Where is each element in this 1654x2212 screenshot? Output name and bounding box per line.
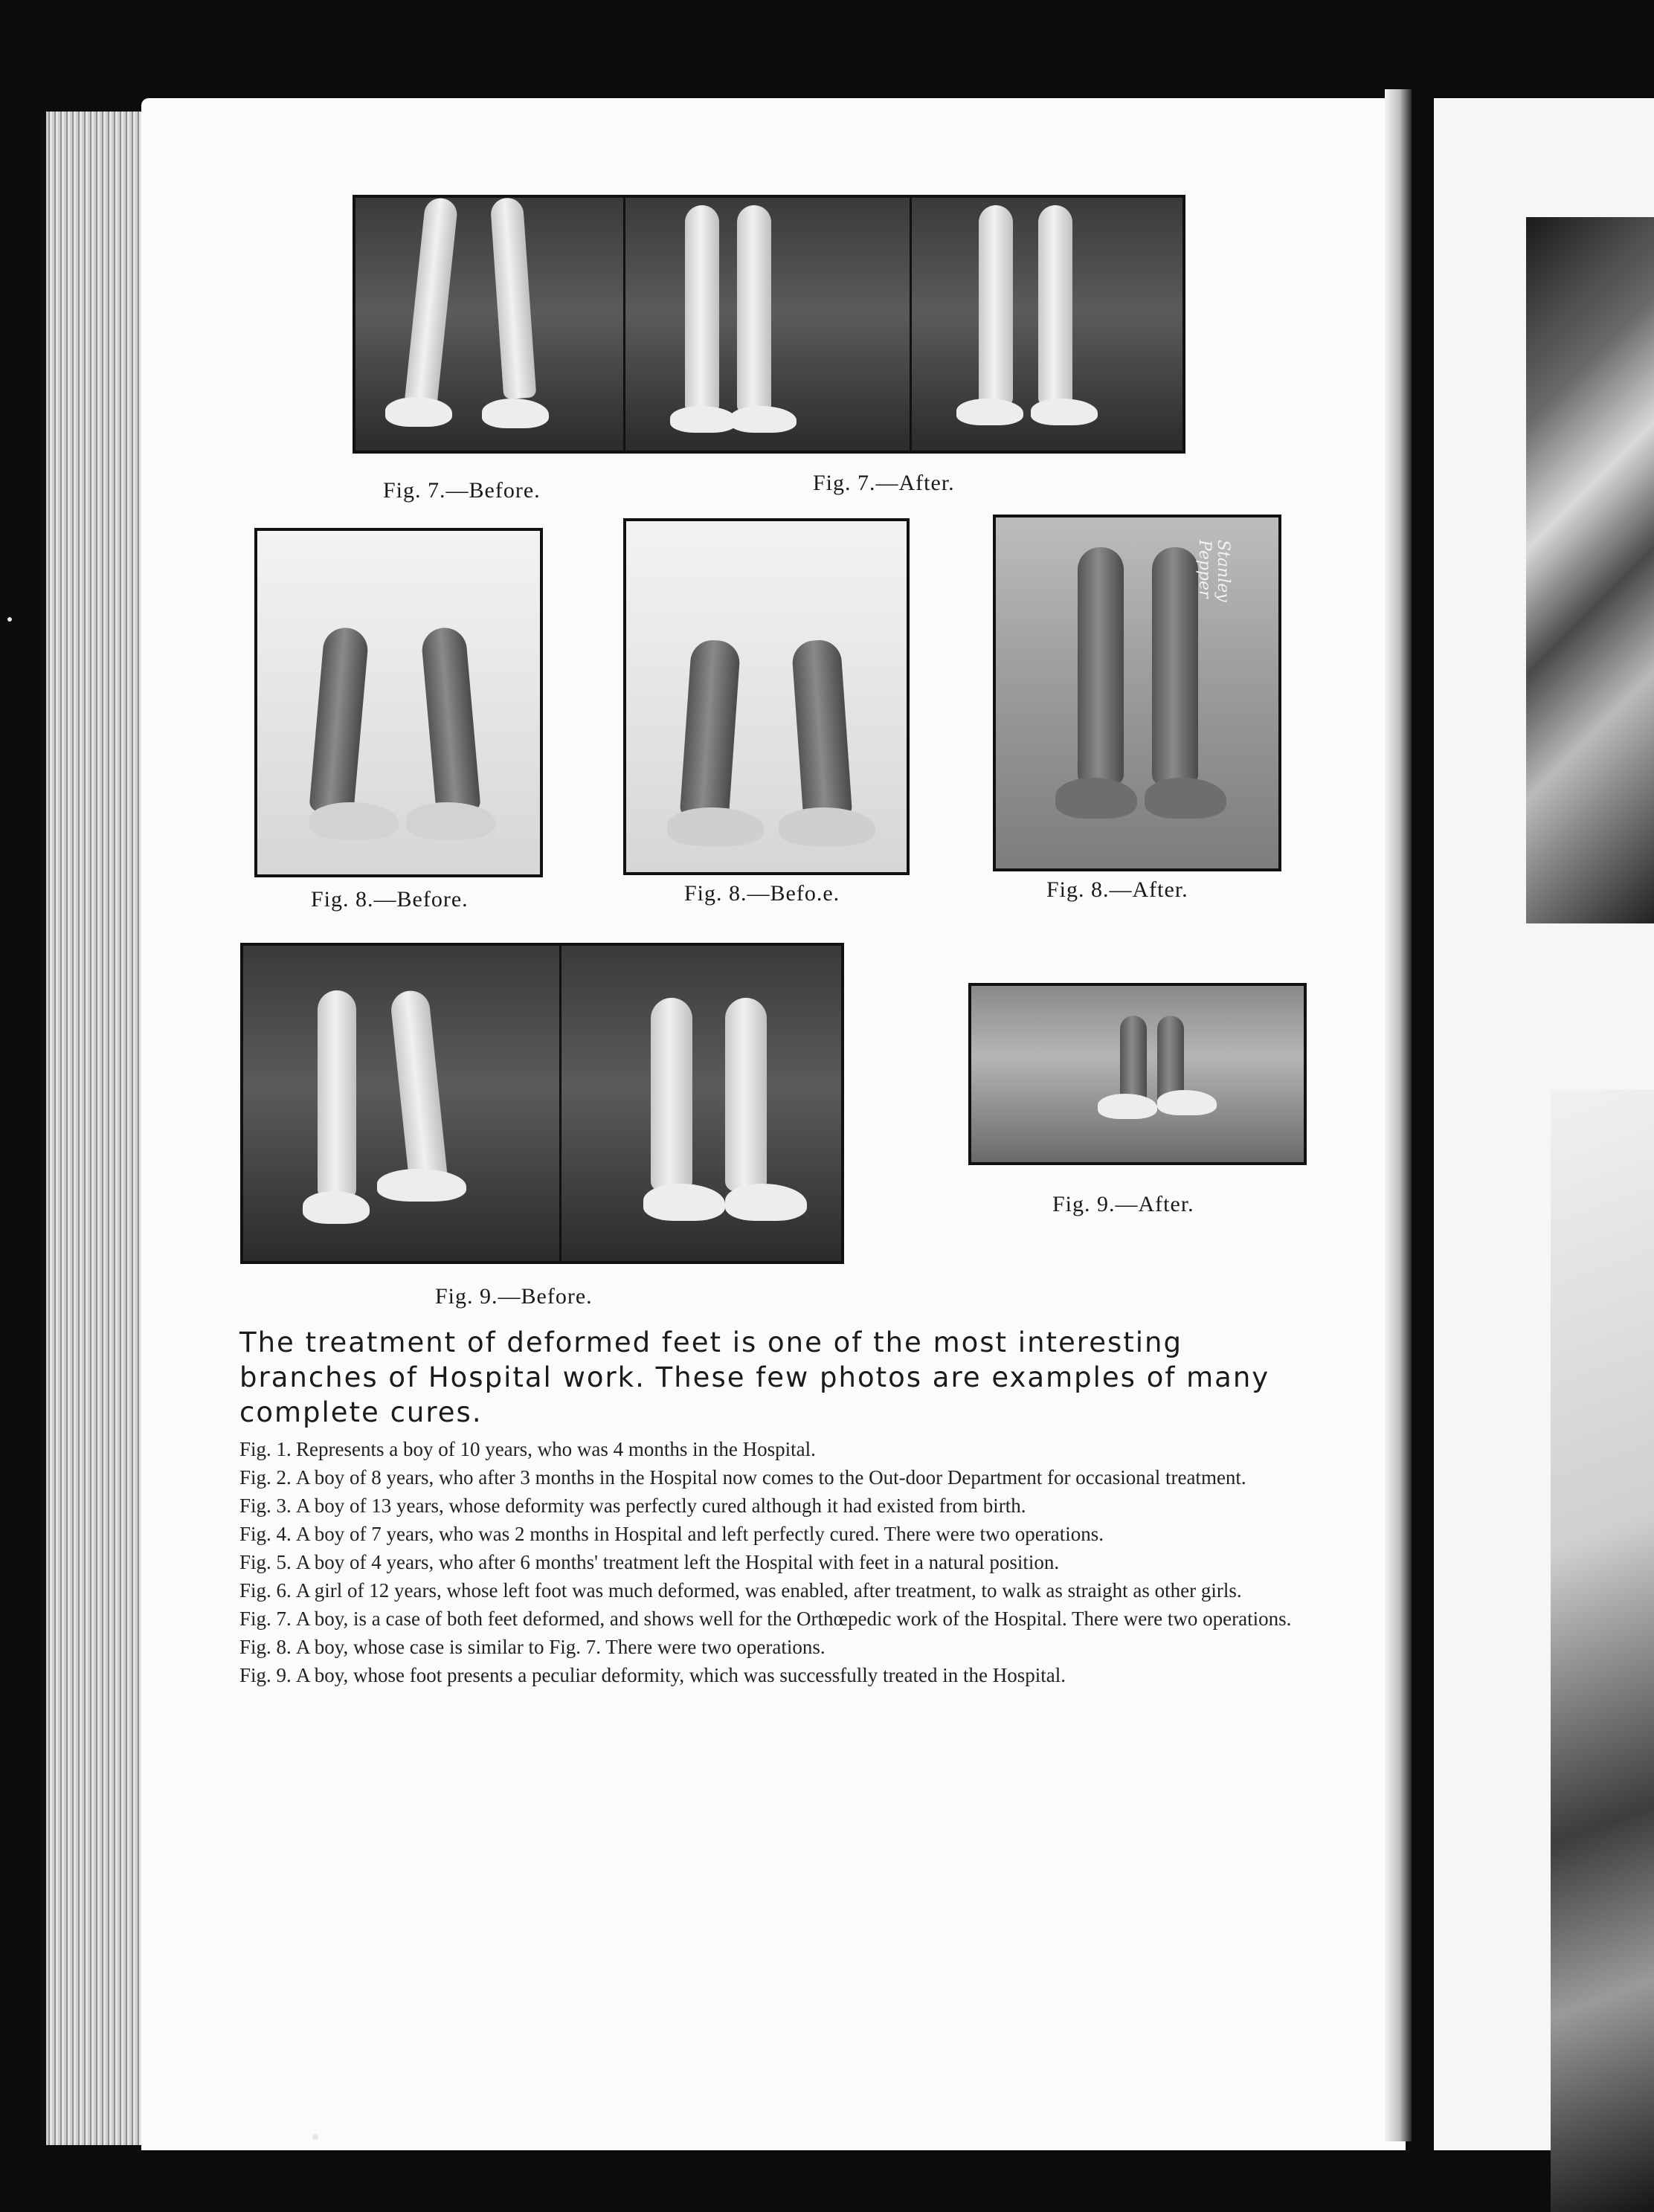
fig7-before-foot-left: [385, 397, 452, 427]
figure-descriptions: [239, 1439, 1325, 1693]
right-page-photo-bottom: [1551, 1089, 1654, 2212]
fig8-before-2-leg-right: [791, 639, 853, 820]
fig-number: Fig. 5.: [239, 1551, 292, 1573]
fig8-before-1-foot-left: [309, 802, 399, 839]
fig8-before-caption-2: Fig. 8.—Befo.e.: [684, 881, 840, 906]
fig7-after-foot-c: [956, 399, 1023, 425]
fig9-before-foot-right: [377, 1169, 466, 1202]
fig9-before-leg-left: [318, 990, 356, 1199]
fig9-before-foot-left: [303, 1191, 370, 1224]
fig7-before-leg-right: [490, 197, 537, 399]
list-item: [239, 1608, 1325, 1629]
fig7-after-leg-d: [1038, 205, 1072, 406]
fig8-after-caption: Fig. 8.—After.: [1046, 877, 1188, 902]
fig9-after-photo: [968, 983, 1307, 1165]
fig8-before-1-leg-left: [309, 626, 370, 815]
fig9-after-foot-right: [1157, 1090, 1217, 1115]
list-item: [239, 1665, 1325, 1686]
fig8-after-leg-left: [1078, 547, 1124, 785]
fig-number: Fig. 1.: [239, 1438, 292, 1460]
dust-speck: [312, 2134, 318, 2140]
fig-description: A boy, whose case is similar to Fig. 7. There were two operations.: [296, 1636, 826, 1658]
list-item: [239, 1523, 1325, 1544]
fig8-before-2-foot-right: [779, 807, 875, 846]
fig7-after-leg-b: [737, 205, 771, 413]
fig8-after-foot-right: [1145, 778, 1226, 819]
fig8-after-foot-left: [1055, 778, 1137, 819]
fig7-after-panel-2: [910, 198, 1185, 451]
fig7-after-leg-a: [685, 205, 719, 413]
fig7-after-foot-a: [670, 406, 737, 433]
fig7-before-panel: [355, 198, 623, 451]
fig9-before-panel-2: [559, 946, 844, 1261]
list-item: [239, 1439, 1325, 1460]
fig8-after-leg-right: [1152, 547, 1198, 785]
fig-description: A boy of 13 years, whose deformity was perfectly cured although it had existed from birth.: [296, 1494, 1026, 1517]
fig9-after-leg-left: [1120, 1016, 1147, 1105]
photographer-signature: Stanley Pepper: [1195, 540, 1232, 602]
fig8-before-photo-1: [254, 528, 543, 877]
fig7-before-leg-left: [404, 196, 458, 407]
fig8-before-photo-2: [623, 518, 910, 875]
fig9-before-foot-c: [643, 1184, 725, 1221]
fig9-before-caption: Fig. 9.—Before.: [435, 1284, 593, 1309]
fig7-after-panel-1: [623, 198, 912, 451]
fig-number: Fig. 7.: [239, 1608, 292, 1630]
fig7-photo: [353, 195, 1185, 454]
fig-number: Fig. 6.: [239, 1579, 292, 1602]
list-item: [239, 1580, 1325, 1601]
fig9-before-leg-right: [390, 989, 448, 1185]
fig8-before-2-foot-left: [667, 807, 764, 846]
list-item: [239, 1495, 1325, 1516]
fig7-before-foot-right: [482, 399, 549, 428]
fig8-before-1-foot-right: [406, 802, 495, 839]
fig7-after-leg-c: [979, 205, 1013, 406]
fig8-before-1-leg-right: [420, 626, 481, 815]
fig-description: A boy of 7 years, who was 2 months in Hospital and left perfectly cured. There were two operations.: [296, 1523, 1104, 1545]
right-page-photo-top: [1526, 217, 1654, 923]
fig-description: A boy of 4 years, who after 6 months' treatment left the Hospital with feet in a natural position.: [296, 1551, 1060, 1573]
intro-paragraph: The treatment of deformed feet is one of the most interesting branches of Hospital work. These few photos are examples of many complete cures.: [239, 1326, 1270, 1428]
fig9-before-panel-1: [243, 946, 559, 1261]
fig7-after-caption: Fig. 7.—After.: [813, 471, 955, 495]
fig-description: A boy, whose foot presents a peculiar deformity, which was successfully treated in the Hospital.: [296, 1664, 1066, 1686]
fig8-before-caption-1: Fig. 8.—Before.: [311, 887, 469, 912]
fig-description: A girl of 12 years, whose left foot was much deformed, was enabled, after treatment, to walk as straight as other girls.: [296, 1579, 1242, 1602]
fig9-before-photo: [240, 943, 844, 1264]
fig9-before-leg-c: [651, 998, 692, 1191]
fig7-after-foot-d: [1031, 399, 1098, 425]
fig9-after-caption: Fig. 9.—After.: [1052, 1192, 1194, 1216]
dust-speck: [7, 617, 12, 622]
list-item: [239, 1552, 1325, 1573]
fig-description: Represents a boy of 10 years, who was 4 months in the Hospital.: [296, 1438, 816, 1460]
fig-number: Fig. 4.: [239, 1523, 292, 1545]
fig-number: Fig. 3.: [239, 1494, 292, 1517]
fig7-before-caption: Fig. 7.—Before.: [383, 478, 541, 503]
fig7-after-foot-b: [730, 406, 797, 433]
book-gutter: [1385, 89, 1412, 2141]
fig-description: A boy, is a case of both feet deformed, and shows well for the Orthœpedic work of the Hospital. There were two operations.: [296, 1608, 1292, 1630]
fig9-before-leg-d: [725, 998, 767, 1191]
fig8-after-photo: [993, 515, 1281, 871]
fig9-after-foot-left: [1098, 1094, 1157, 1119]
list-item: [239, 1467, 1325, 1488]
fig8-before-2-leg-left: [680, 639, 741, 820]
fig9-before-foot-d: [725, 1184, 807, 1221]
fig-description: A boy of 8 years, who after 3 months in the Hospital now comes to the Out-door Department for occasional treatment.: [296, 1466, 1246, 1489]
list-item: [239, 1637, 1325, 1657]
fig-number: Fig. 9.: [239, 1664, 292, 1686]
fig-number: Fig. 2.: [239, 1466, 292, 1489]
fig-number: Fig. 8.: [239, 1636, 292, 1658]
